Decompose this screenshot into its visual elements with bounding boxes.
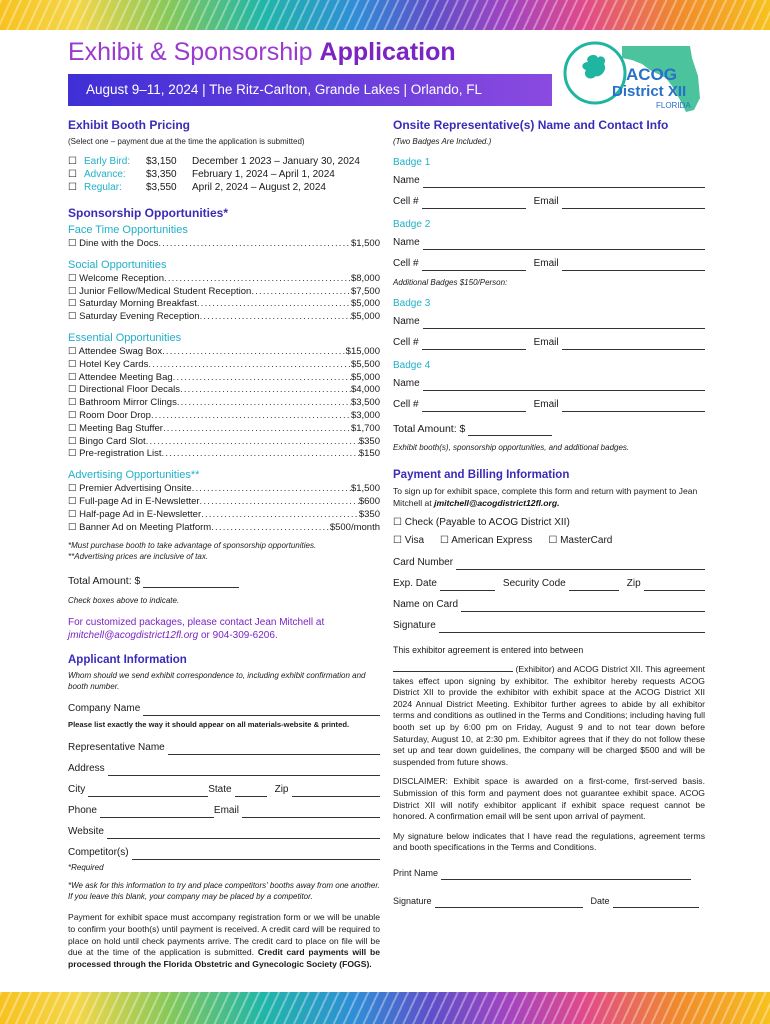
- badge-name-field[interactable]: Name: [393, 377, 705, 391]
- leader-dots: [158, 238, 351, 251]
- sponsorship-item-label: ☐ Directional Floor Decals: [68, 384, 180, 396]
- leader-dots: [180, 384, 351, 397]
- sponsorship-item[interactable]: [68, 298, 380, 311]
- sponsorship-item-price: $350: [358, 435, 380, 447]
- sponsorship-item[interactable]: [68, 496, 380, 509]
- name-on-card-field[interactable]: Name on Card: [393, 598, 705, 612]
- leader-dots: [200, 496, 359, 509]
- badge-list: [393, 157, 705, 412]
- sponsorship-item[interactable]: [68, 346, 380, 359]
- sponsorship-item-label: ☐ Bingo Card Slot: [68, 435, 146, 447]
- sponsorship-item-label: ☐ Welcome Reception: [68, 272, 164, 284]
- sponsorship-group-title: Face Time Opportunities: [68, 224, 188, 236]
- badge-cell-email-field[interactable]: Cell # Email: [393, 336, 705, 350]
- badge-name-field[interactable]: Name: [393, 174, 705, 188]
- sponsorship-item-label: ☐ Pre-registration List: [68, 448, 162, 460]
- representative-name-field[interactable]: Representative Name: [68, 741, 380, 755]
- leader-dots: [163, 423, 351, 436]
- sponsorship-item-label: ☐ Room Door Drop: [68, 409, 151, 421]
- billing-email-link[interactable]: jmitchell@acogdistrict12fl.org.: [434, 498, 560, 508]
- sponsorship-item[interactable]: [68, 448, 380, 461]
- sponsorship-item-label: ☐ Attendee Swag Box: [68, 345, 163, 357]
- booth-price-list: [68, 155, 380, 194]
- exp-security-zip-field[interactable]: Exp. Date Security Code Zip: [393, 577, 705, 591]
- booth-label: Early Bird:: [84, 156, 131, 167]
- competitors-field[interactable]: Competitor(s): [68, 846, 380, 860]
- sponsorship-item-price: $5,000: [350, 311, 380, 323]
- sponsorship-item-label: ☐ Hotel Key Cards: [68, 358, 149, 370]
- sponsorship-list: [68, 224, 380, 534]
- sponsorship-item-label: ☐ Banner Ad on Meeting Platform: [68, 521, 212, 533]
- badge-title: Badge 3: [393, 298, 431, 309]
- sponsorship-item-price: $500/month: [329, 521, 380, 533]
- booth-note: (Select one – payment due at the time the application is submitted): [68, 137, 305, 146]
- sponsorship-item[interactable]: [68, 436, 380, 449]
- exhibitor-name-blank[interactable]: [393, 663, 513, 672]
- check-payment-option[interactable]: ☐ Check (Payable to ACOG District XII): [393, 517, 570, 528]
- signature-note: My signature below indicates that I have read the regulations, agreement terms and booth specifications in the Terms and Conditions.: [393, 830, 705, 853]
- sponsorship-item-label: ☐ Full-page Ad in E-Newsletter: [68, 495, 200, 507]
- booth-box[interactable]: ☐: [68, 182, 77, 193]
- company-name-field[interactable]: Company Name: [68, 702, 380, 716]
- leader-dots: [146, 436, 359, 449]
- event-info-bar: August 9–11, 2024 | The Ritz-Carlton, Grande Lakes | Orlando, FL: [68, 74, 552, 106]
- booth-box[interactable]: ☐: [68, 156, 77, 167]
- sponsorship-heading: Sponsorship Opportunities*: [68, 206, 229, 220]
- booth-label: Advance:: [84, 169, 126, 180]
- badge-cell-email-field[interactable]: Cell # Email: [393, 195, 705, 209]
- sponsorship-item-label: ☐ Dine with the Docs: [68, 238, 159, 249]
- sponsorship-group-title: Social Opportunities: [68, 258, 167, 271]
- acog-district-logo: [562, 36, 712, 116]
- sponsorship-item[interactable]: [68, 372, 380, 385]
- custom-packages-contact: For customized packages, please contact Jean Mitchell at jmitchell@acogdistrict12fl.org or 904-309-6206.: [68, 617, 325, 642]
- city-state-zip-field[interactable]: City State Zip: [68, 783, 380, 797]
- sponsorship-item[interactable]: [68, 384, 380, 397]
- sponsorship-item-price: $1,500: [350, 238, 380, 249]
- booth-price: $3,150: [146, 156, 177, 167]
- sponsorship-item-price: $1,700: [350, 422, 380, 434]
- sponsorship-item-price: $7,500: [350, 285, 380, 297]
- disclaimer: DISCLAIMER: Exhibit space is awarded on a first-come, first-served basis. Submission of this form and payment does not guarantee exhibit space. ACOG District XII will notify exhibitor applicant if exhibit space request cannot be honored. A confirmation email will be sent upon arrival of payment.: [393, 776, 705, 822]
- sponsorship-item-label: ☐ Attendee Meeting Bag: [68, 371, 173, 383]
- leader-dots: [162, 346, 346, 359]
- svg-text:ACOG: ACOG: [626, 65, 677, 84]
- booth-box[interactable]: ☐: [68, 169, 77, 180]
- booth-dates: April 2, 2024 – August 2, 2024: [192, 182, 326, 193]
- sponsorship-item-label: ☐ Meeting Bag Stuffer: [68, 422, 163, 434]
- booth-dates: February 1, 2024 – April 1, 2024: [192, 169, 335, 180]
- page-title: Exhibit & Sponsorship Application: [68, 38, 456, 66]
- sponsorship-item-label: ☐ Saturday Morning Breakfast: [68, 298, 197, 310]
- sponsorship-item-label: ☐ Junior Fellow/Medical Student Reception: [68, 285, 252, 297]
- right-column: [393, 118, 705, 908]
- booth-price-row[interactable]: [68, 181, 380, 194]
- sponsorship-item-price: $3,000: [350, 409, 380, 421]
- leader-dots: [151, 410, 351, 423]
- badges-included-note: (Two Badges Are Included.): [393, 137, 492, 146]
- badge-title: Badge 4: [393, 360, 431, 371]
- billing-intro: To sign up for exhibit space, complete this form and return with payment to Jean Mitchell at jmitchell@acogdistrict12fl.org.: [393, 486, 698, 508]
- leader-dots: [177, 397, 351, 410]
- website-field[interactable]: Website: [68, 825, 380, 839]
- footnote-2: **Advertising prices are inclusive of tax.: [68, 552, 209, 562]
- mastercard-option[interactable]: ☐ MasterCard: [548, 535, 613, 546]
- booth-label: Regular:: [84, 182, 122, 193]
- sponsorship-item[interactable]: [68, 410, 380, 423]
- contact-email-link[interactable]: jmitchell@acogdistrict12fl.org: [68, 630, 199, 642]
- sponsorship-item-price: $350: [358, 508, 380, 520]
- sponsorship-item[interactable]: [68, 359, 380, 372]
- leader-dots: [211, 522, 330, 535]
- print-name-field[interactable]: Print Name: [393, 866, 705, 880]
- sponsorship-group-title: Advertising Opportunities**: [68, 469, 200, 482]
- phone-email-field[interactable]: Phone Email: [68, 804, 380, 818]
- sponsorship-item-label: ☐ Half-page Ad in E-Newsletter: [68, 508, 202, 520]
- leader-dots: [162, 448, 359, 461]
- sponsorship-item-price: $600: [358, 495, 380, 507]
- badge-block: [393, 157, 705, 209]
- leader-dots: [197, 298, 351, 311]
- agreement-signature-field[interactable]: Signature Date: [393, 894, 705, 908]
- sponsorship-item[interactable]: [68, 509, 380, 522]
- badge-title: Badge 1: [393, 157, 431, 168]
- address-field[interactable]: Address: [68, 762, 380, 776]
- booth-price-row[interactable]: [68, 168, 380, 181]
- badge-name-field[interactable]: Name: [393, 315, 705, 329]
- onsite-total-field[interactable]: Total Amount: $: [393, 422, 705, 436]
- badge-name-field[interactable]: Name: [393, 236, 705, 250]
- badge-block: [393, 298, 705, 350]
- applicant-heading: Applicant Information: [68, 654, 187, 667]
- svg-text:FLORIDA: FLORIDA: [656, 101, 691, 110]
- leader-dots: [201, 509, 359, 522]
- svg-text:District XII: District XII: [612, 83, 687, 100]
- sponsorship-item-label: ☐ Saturday Evening Reception: [68, 311, 200, 323]
- sponsorship-item-price: $5,000: [350, 371, 380, 383]
- badge-cell-email-field[interactable]: Cell # Email: [393, 398, 705, 412]
- badge-block: [393, 219, 705, 271]
- sponsorship-item[interactable]: [68, 522, 380, 535]
- left-column: [68, 118, 380, 970]
- sponsorship-item[interactable]: [68, 311, 380, 324]
- additional-badges-note: Additional Badges $150/Person:: [393, 278, 508, 287]
- sponsorship-item[interactable]: [68, 273, 380, 286]
- sponsorship-item[interactable]: [68, 483, 380, 496]
- leader-dots: [148, 359, 351, 372]
- card-type-options: [393, 534, 705, 548]
- booth-pricing-heading: Exhibit Booth Pricing: [68, 118, 190, 132]
- sponsorship-item-price: $5,000: [350, 298, 380, 310]
- leader-dots: [200, 311, 351, 324]
- onsite-heading: Onsite Representative(s) Name and Contact Info: [393, 118, 669, 132]
- leader-dots: [173, 372, 351, 385]
- leader-dots: [251, 286, 351, 299]
- required-note: *Required: [68, 863, 104, 873]
- payment-note: Payment for exhibit space must accompany registration form or we will be unable to confirm your booth(s) until payment is received. A credit card will be required to place on hold until check payments arrive. The credit card to place on file will be due at the time of the application is submitted. Credit card payments will be processed through the Florida Obstetric and Gynecologic Society (FOGS).: [68, 912, 380, 969]
- sponsorship-item[interactable]: [68, 397, 380, 410]
- sponsor-total-field[interactable]: Total Amount: $: [68, 574, 380, 588]
- sponsorship-item[interactable]: [68, 238, 380, 251]
- sponsorship-item-price: $150: [358, 448, 380, 460]
- leader-dots: [192, 483, 351, 496]
- booth-price-row[interactable]: [68, 155, 380, 168]
- onsite-total-note: Exhibit booth(s), sponsorship opportunities, and additional badges.: [393, 443, 630, 452]
- footnote-1: *Must purchase booth to take advantage of sponsorship opportunities.: [68, 541, 317, 551]
- sponsorship-item[interactable]: [68, 423, 380, 436]
- agreement-body: (Exhibitor) and ACOG District XII. This agreement takes effect upon signing by exhibitor. The exhibitor hereby requests ACOG District XII to provide the exhibitor with exhibit space at the ACOG District XII 2024 Annual District Meeting. Exhibitor further agrees to abide by all exhibitor terms and conditions as outlined in the Terms and Conditions; including having full booth set up by 6:00 pm on Friday, August 9 and to not tear down before Saturday, August 10, at 2:30 pm. Exhibitor agrees that if they do not follow these set up and tear down guidelines, the company will be charged $500 and will be suspended from future shows.: [393, 664, 705, 767]
- bottom-rainbow-banner: [0, 992, 770, 1024]
- top-rainbow-banner: [0, 0, 770, 30]
- sponsorship-item[interactable]: [68, 286, 380, 299]
- card-number-field[interactable]: Card Number: [393, 556, 705, 570]
- applicant-note: Whom should we send exhibit correspondence to, including exhibit confirmation and booth number.: [68, 671, 366, 692]
- sponsorship-item-price: $8,000: [350, 272, 380, 284]
- booth-price: $3,350: [146, 169, 177, 180]
- sponsorship-group-title: Essential Opportunities: [68, 331, 182, 344]
- sponsorship-item-price: $5,500: [350, 358, 380, 370]
- company-name-note: Please list exactly the way it should appear on all materials-website & printed.: [68, 720, 350, 730]
- competitor-note: *We ask for this information to try and place competitors' booths away from one another. If you leave this blank, your company may be placed by a competitor.: [68, 881, 380, 902]
- sponsorship-item-price: $1,500: [350, 483, 380, 495]
- sponsorship-item-price: $4,000: [350, 384, 380, 396]
- sponsorship-item-price: $15,000: [345, 345, 380, 357]
- agreement-intro: This exhibitor agreement is entered into between: [393, 645, 584, 655]
- sponsorship-item-label: ☐ Bathroom Mirror Clings: [68, 397, 177, 409]
- sponsorship-item-label: ☐ Premier Advertising Onsite: [68, 483, 192, 495]
- booth-dates: December 1 2023 – January 30, 2024: [192, 156, 360, 167]
- booth-price: $3,550: [146, 182, 177, 193]
- billing-heading: Payment and Billing Information: [393, 469, 570, 481]
- badge-cell-email-field[interactable]: Cell # Email: [393, 257, 705, 271]
- visa-option[interactable]: ☐ Visa: [393, 535, 425, 546]
- sponsorship-item-price: $3,500: [350, 397, 380, 409]
- card-signature-field[interactable]: Signature: [393, 619, 705, 633]
- check-boxes-note: Check boxes above to indicate.: [68, 596, 180, 606]
- badge-title: Badge 2: [393, 219, 431, 230]
- badge-block: [393, 360, 705, 412]
- amex-option[interactable]: ☐ American Express: [440, 535, 533, 546]
- leader-dots: [164, 273, 351, 286]
